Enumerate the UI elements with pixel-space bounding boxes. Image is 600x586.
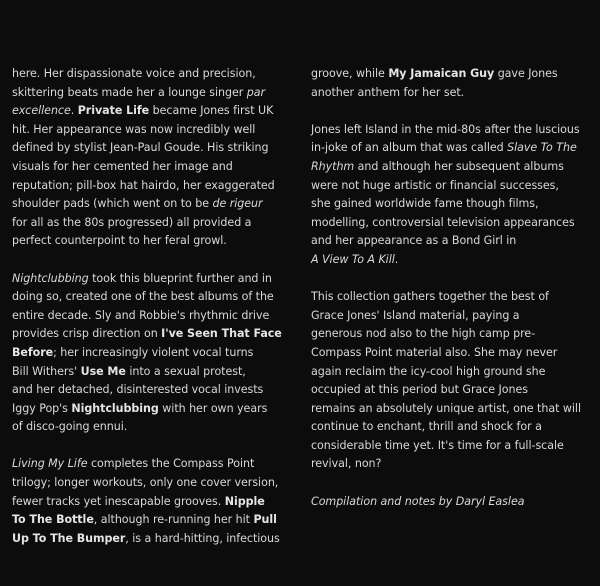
text-run: for all as the 80s progressed) all provided a: [12, 215, 252, 229]
text-run: and her appearance as a Bond Girl in: [311, 234, 517, 248]
text-line: [311, 325, 593, 344]
text-line: [311, 381, 593, 400]
text-line: [12, 84, 300, 103]
text-run: of disco-going ennui.: [12, 420, 128, 434]
italic-text: Nightclubbing: [12, 271, 89, 285]
text-line: [311, 344, 593, 363]
text-run: , although re-running her hit: [93, 513, 254, 527]
bold-title: Nipple: [224, 494, 265, 508]
text-line: [12, 307, 300, 326]
text-line: [311, 455, 593, 474]
paragraph: [12, 65, 300, 251]
italic-text: Slave To The: [507, 141, 577, 155]
text-line: [311, 139, 593, 158]
paragraph: [12, 455, 300, 548]
text-line: [12, 363, 300, 382]
text-run: shoulder pads (which went on to be: [12, 197, 213, 211]
text-line: [311, 121, 593, 140]
bold-title: My Jamaican Guy: [388, 67, 495, 80]
text-run: fewer tracks yet inescapable grooves.: [12, 494, 225, 508]
text-line: [311, 214, 593, 233]
paragraph-gap: [311, 270, 593, 289]
paragraph-gap: [12, 251, 300, 270]
text-line: [311, 195, 593, 214]
text-line: [311, 307, 593, 326]
text-line: [12, 493, 300, 512]
text-line: [12, 455, 300, 474]
text-line: [12, 139, 300, 158]
text-line: [311, 232, 593, 251]
text-run: another anthem for her set.: [311, 85, 465, 99]
text-run: Compass Point material also. She may never: [311, 345, 558, 359]
text-run: took this blueprint further and in: [88, 271, 272, 285]
text-line: [12, 214, 300, 233]
text-line: [12, 65, 300, 84]
text-run: here. Her dispassionate voice and precision,: [12, 67, 256, 80]
text-run: groove, while: [311, 67, 389, 80]
text-line: [12, 121, 300, 140]
text-run: doing so, created one of the best albums of the: [12, 290, 274, 304]
text-line: [12, 288, 300, 307]
bold-title: Up To The Bumper: [12, 531, 126, 545]
text-line: [12, 177, 300, 196]
text-run: again reclaim the icy-cool high ground she: [311, 364, 546, 378]
text-run: revival, non?: [311, 457, 382, 471]
text-run: hit. Her appearance was now incredibly well: [12, 122, 256, 136]
text-line: [12, 344, 300, 363]
text-run: trilogy; longer workouts, only one cover version,: [12, 476, 279, 490]
text-line: [12, 195, 300, 214]
italic-text: par: [246, 85, 265, 99]
text-run: .: [394, 252, 399, 266]
text-line: [311, 158, 593, 177]
left-column: [12, 65, 300, 548]
text-run: provides crisp direction on: [12, 327, 162, 341]
text-run: skittering beats made her a lounge singer: [12, 85, 247, 99]
text-run: were not huge artistic or financial successes,: [311, 178, 559, 192]
text-run: remains an absolutely unique artist, one that will: [311, 401, 581, 415]
text-run: considerable time yet. It's time for a full-scale: [311, 438, 564, 452]
text-line: [311, 363, 593, 382]
text-line: [12, 511, 300, 530]
text-run: Bill Withers': [12, 364, 81, 378]
credit-line: [311, 493, 593, 512]
paragraph-gap: [311, 102, 593, 121]
text-run: defined by stylist Jean-Paul Goude. His striking: [12, 141, 269, 155]
text-run: Grace Jones' Island material, paying a: [311, 308, 520, 322]
text-run: with her own years: [158, 401, 268, 415]
text-line: [311, 493, 593, 512]
text-line: [12, 158, 300, 177]
text-run: ; her increasingly violent vocal turns: [53, 345, 254, 359]
text-run: she gained worldwide fame though films,: [311, 197, 539, 211]
text-line: [12, 270, 300, 289]
text-run: entire decade. Sly and Robbie's rhythmic drive: [12, 308, 270, 322]
text-run: occupied at this period but Grace Jones: [311, 383, 528, 397]
text-run: reputation; pill-box hat hairdo, her exaggerated: [12, 178, 275, 192]
text-line: [311, 84, 593, 103]
paragraph: [12, 270, 300, 437]
text-run: continue to enchant, thrill and shock for a: [311, 420, 542, 434]
italic-text: A View To A Kill: [311, 252, 395, 266]
bold-title: Use Me: [80, 364, 126, 378]
bold-title: Pull: [253, 513, 277, 527]
text-run: visuals for her cemented her image and: [12, 159, 233, 173]
text-run: became Jones first UK: [149, 104, 274, 118]
text-line: [12, 232, 300, 251]
text-line: [311, 177, 593, 196]
bold-title: To The Bottle: [12, 513, 94, 527]
paragraph-gap: [12, 437, 300, 456]
text-line: [311, 288, 593, 307]
italic-text: de rigeur: [212, 197, 263, 211]
right-column: [311, 65, 593, 511]
text-line: [12, 530, 300, 549]
text-line: [12, 102, 300, 121]
text-run: Iggy Pop's: [12, 401, 72, 415]
paragraph: [311, 288, 593, 474]
text-run: and although her subsequent albums: [354, 159, 564, 173]
text-line: [12, 325, 300, 344]
text-run: completes the Compass Point: [87, 457, 255, 471]
text-run: in-joke of an album that was called: [311, 141, 508, 155]
text-run: gave Jones: [494, 67, 558, 80]
italic-text: Living My Life: [12, 457, 88, 471]
paragraph: [311, 65, 593, 102]
text-line: [12, 418, 300, 437]
text-run: Jones left Island in the mid-80s after the luscious: [311, 122, 580, 136]
text-run: and her detached, disinterested vocal invests: [12, 383, 264, 397]
text-line: [311, 400, 593, 419]
text-run: into a sexual protest,: [125, 364, 246, 378]
bold-title: Nightclubbing: [71, 401, 159, 415]
bold-title: Before: [12, 345, 54, 359]
bold-title: Private Life: [77, 104, 150, 118]
text-line: [12, 381, 300, 400]
text-line: [311, 437, 593, 456]
text-line: [311, 251, 593, 270]
text-run: .: [70, 104, 78, 118]
text-line: [311, 65, 593, 84]
text-run: This collection gathers together the best of: [311, 290, 549, 304]
paragraph: [311, 121, 593, 270]
text-run: modelling, controversial television appearances: [311, 215, 575, 229]
italic-text: excellence: [12, 104, 71, 118]
paragraph-gap: [311, 474, 593, 493]
text-run: perfect counterpoint to her feral growl.: [12, 234, 227, 248]
italic-text: Compilation and notes by Daryl Easlea: [311, 494, 525, 508]
text-line: [311, 418, 593, 437]
italic-text: Rhythm: [311, 159, 355, 173]
text-line: [12, 474, 300, 493]
text-line: [12, 400, 300, 419]
text-run: generous nod also to the high camp pre-: [311, 327, 536, 341]
text-run: , is a hard-hitting, infectious: [125, 531, 280, 545]
bold-title: I've Seen That Face: [161, 327, 282, 341]
